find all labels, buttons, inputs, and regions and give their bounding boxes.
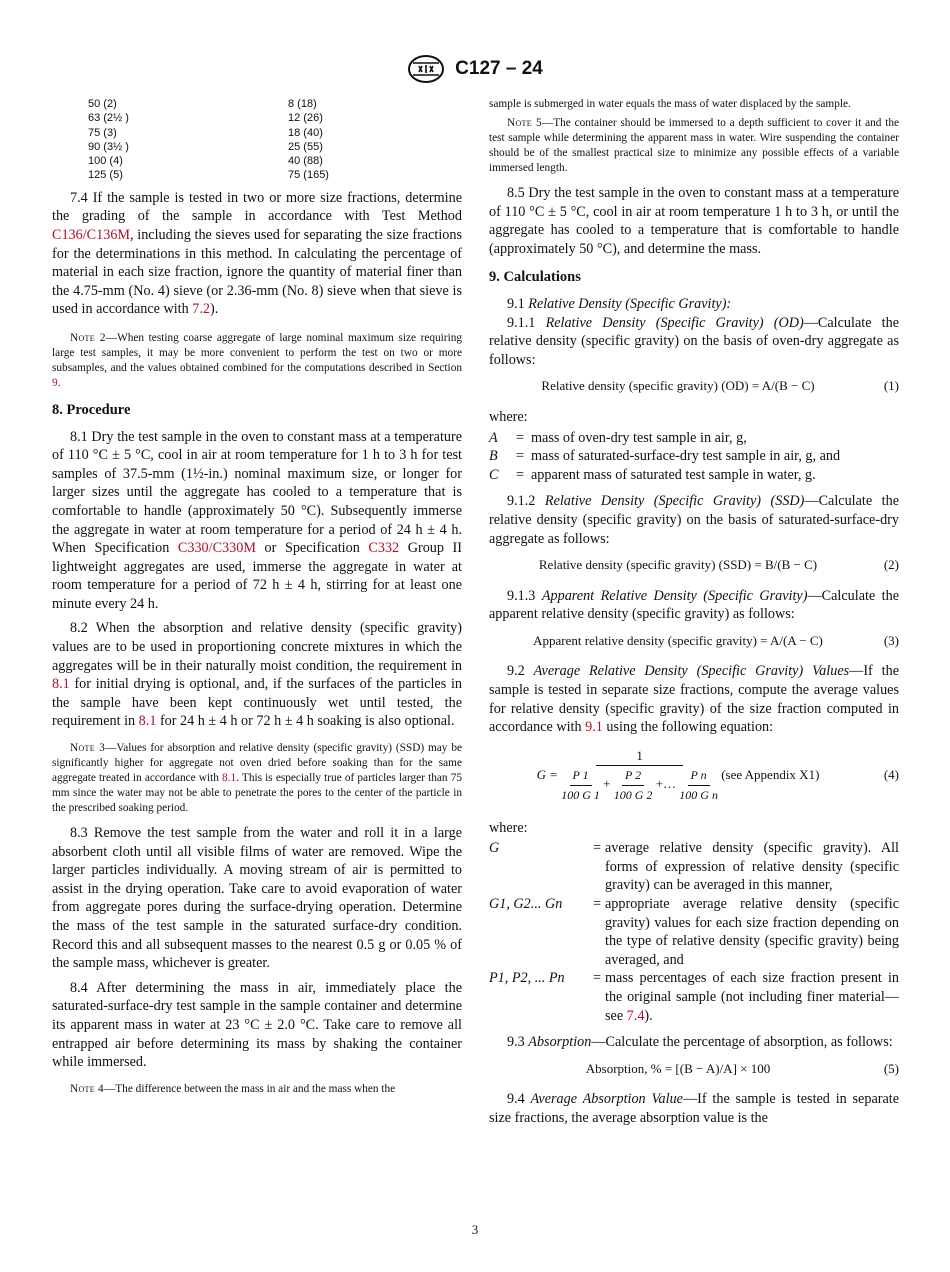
variable-definition: C = apparent mass of saturated test sample in water, g. [489, 466, 816, 483]
paragraph-8-5: 8.5 Dry the test sample in the oven to constant mass at a temperature of 110 °C ± 5 °C, cool in air at room temperature 1 h to 3 h, or until the aggregate has cooled to a temperature that is comfortable to handle (approximately 50 °C), and determine the mass. [489, 185, 899, 257]
equation-3: Apparent relative density (specific gravity) = A/(A − C) (3) [533, 632, 899, 648]
equation-1: Relative density (specific gravity) (OD) = A/(B − C) (1) [541, 378, 899, 394]
link-c332[interactable]: C332 [368, 540, 400, 557]
note-2: Note 2—When testing coarse aggregate of large nominal maximum size requiring large test samples, it may be more convenient to perform the test on two or more subsamples, and the values obtained combined for the computations described in Section 9. [52, 331, 463, 389]
equation-4-fraction: 1 $\frac{P 1}{100 G 1}$ + $\frac{P 2}{100 G 2}$ +… $\frac{\text{P n}}{\text{100 G n}}$ [561, 747, 718, 803]
note-4-continued: sample is submerged in water equals the mass of water displaced by the sample. [489, 98, 851, 110]
variable-definition: G = average relative density (specific gravity). All forms of expression of relative density (specific gravity) can be averaged in this manner, [489, 840, 899, 894]
paragraph-8-4: 8.4 After determining the mass in air, immediately place the saturated-surface-dry test sample in the sample container and determine its apparent mass in water at 23 °C ± 2.0 °C. Take care to remove all entrapped air before determining its mass by shaking the container while immersed. [52, 979, 462, 1071]
where-label-2: where: [489, 819, 528, 836]
equation-2: Relative density (specific gravity) (SSD) = B/(B − C) (2) [538, 557, 899, 573]
link-c330[interactable]: C330/C330M [177, 540, 256, 557]
note-5: Note 5—The container should be immersed to a depth sufficient to cover it and the test sample while determining the apparent mass in water. Wire suspending the container should be of the smallest practical size to minimize any possible effects of a variable immersed length. [489, 117, 900, 174]
paragraph-9-1-3: 9.1.3 Apparent Relative Density (Specific Gravity)—Calculate the apparent relative density (specific gravity) as follows: [489, 587, 900, 623]
paragraph-9-2: 9.2 Average Relative Density (Specific Gravity) Values—If the sample is tested in separate size fractions, compute the average values for relative density (specific gravity) of the size fraction computed in accordance with 9.1 using the following equation: [489, 663, 900, 736]
link-9-1[interactable]: 9.1 [585, 719, 603, 736]
link-8-1[interactable]: 8.1 [222, 772, 237, 785]
paragraph-8-1: 8.1 Dry the test sample in the oven to constant mass at a temperature of 110 °C ± 5 °C, cool in air at room temperature for 1 h to 3 h for test samples of 37.5-mm (1½-in.) nominal maximum size, or longer for larger sizes until the aggregate has cooled to a temperature that is comfortable to handle (approximately 50 °C). Subsequently immerse the aggregate in water at room temperature for a period of 24 h ± 4 h. When Specification C330/C330M or Specification C332 Group II lightweight aggregates are used, immerse the aggregate in water at room temperature for a period of 72 h ± 4 h, stirring for at least one minute every 24 h. [52, 428, 463, 612]
link-8-1[interactable]: 8.1 [138, 713, 157, 730]
size-row: 125 (5) 75 (165) [88, 169, 329, 182]
equation-4: G = 1 $\frac{P 1}{100 G 1}$ + $\frac{P 2}{100 G 2}$ +… $\frac{\text{P n}}{\text{100 G n}}$ (see Appendix X1) (4) [489, 747, 899, 805]
where-label-1: where: [489, 408, 528, 425]
page-header [0, 54, 950, 84]
paragraph-9-1: 9.1 Relative Density (Specific Gravity): [507, 295, 732, 312]
right-column [489, 97, 899, 1134]
size-row: 75 (3) 18 (40) [88, 126, 323, 139]
variable-list-1 [489, 429, 899, 485]
left-column [52, 97, 462, 1105]
size-row: 100 (4) 40 (88) [88, 155, 323, 168]
section-8-heading: 8. Procedure [52, 401, 131, 418]
variable-definition: G1, G2... Gn = appropriate average relative density (specific gravity) values for each size fraction depending on the type of relative density (specific gravity) being averaged, and [489, 896, 899, 968]
variable-definition: B = mass of saturated-surface-dry test sample in air, g, and [489, 448, 841, 465]
size-table [88, 97, 462, 183]
link-7-4[interactable]: 7.4 [626, 1007, 645, 1024]
paragraph-9-3: 9.3 Absorption—Calculate the percentage of absorption, as follows: [507, 1034, 893, 1051]
link-section-9[interactable]: 9 [52, 376, 58, 389]
variable-list-2 [489, 839, 899, 1025]
link-8-1[interactable]: 8.1 [52, 676, 70, 693]
paragraph-9-4: 9.4 Average Absorption Value—If the sample is tested in separate size fractions, the average absorption value is the [489, 1091, 900, 1126]
paragraph-9-1-2: 9.1.2 Relative Density (Specific Gravity) (SSD)—Calculate the relative density (specific gravity) on the basis of saturated-surface-dry aggregate as follows: [489, 493, 900, 547]
paragraph-8-3: 8.3 Remove the test sample from the water and roll it in a large absorbent cloth until all visible films of water are removed. Wipe the larger particles individually. A moving stream of air is permitted to assist in the drying operation. Take care to avoid evaporation of water from aggregate pores during the surface-drying operation. Determine the mass of the test sample in the saturated surface-dry condition. Record this and all subsequent masses to the nearest 0.5 g or 0.05 % of the sample mass, whichever is greater. [52, 825, 462, 972]
paragraph-9-1-1: 9.1.1 Relative Density (Specific Gravity) (OD)—Calculate the relative density (specific gravity) on the basis of oven-dry aggregate as follows: [489, 314, 900, 368]
variable-definition: P1, P2, ... Pn = mass percentages of each size fraction present in the original sample (not including finer material—see 7.4). [489, 970, 899, 1024]
page-number: 3 [471, 1222, 479, 1237]
note-3: Note 3—Values for absorption and relative density (specific gravity) (SSD) may be significantly higher for aggregate not oven dried before soaking than for the same aggregate treated in accordance with 8.1. This is especially true of particles larger than 75 mm since the water may not be able to penetrate the pores to the center of the particle in the prescribed soaking period. [52, 742, 462, 815]
size-row: 90 (3½ ) 25 (55) [88, 140, 323, 153]
document-id: C127 – 24 [455, 58, 543, 79]
paragraph-8-2: 8.2 When the absorption and relative density (specific gravity) values are to be used in proportioning concrete mixtures in which the aggregates will be in their naturally moist condition, the requirement in 8.1 for initial drying is optional, and, if the surfaces of the particles in the sample have been kept continuously wet until tested, the requirement in 8.1 for 24 h ± 4 h or 72 h ± 4 h soaking is also optional. [52, 620, 462, 730]
size-row: 50 (2) 8 (18) [88, 98, 317, 110]
note-4: Note 4—The difference between the mass in air and the mass when the [70, 1082, 396, 1095]
paragraph-7-4: 7.4 If the sample is tested in two or more size fractions, determine the grading of the sample in accordance with Test Method C136/C136M, including the sieves used for separating the size fractions for the determinations in this method. In calculating the percentage of material in each size fraction, ignore the quantity of material finer than the 4.75-mm (No. 4) sieve (or 2.36-mm (No. 8) sieve when that sieve is used in accordance with 7.2). [52, 189, 462, 318]
link-7-2[interactable]: 7.2 [192, 301, 210, 318]
size-row: 63 (2½ ) 12 (26) [88, 112, 323, 125]
section-9-heading: 9. Calculations [489, 269, 581, 286]
link-c136[interactable]: C136/C136M [52, 226, 131, 243]
variable-definition: A = mass of oven-dry test sample in air, g, [489, 429, 747, 446]
equation-5: Absorption, % = [(B − A)/A] × 100 (5) [585, 1060, 899, 1076]
astm-logo [407, 54, 445, 84]
